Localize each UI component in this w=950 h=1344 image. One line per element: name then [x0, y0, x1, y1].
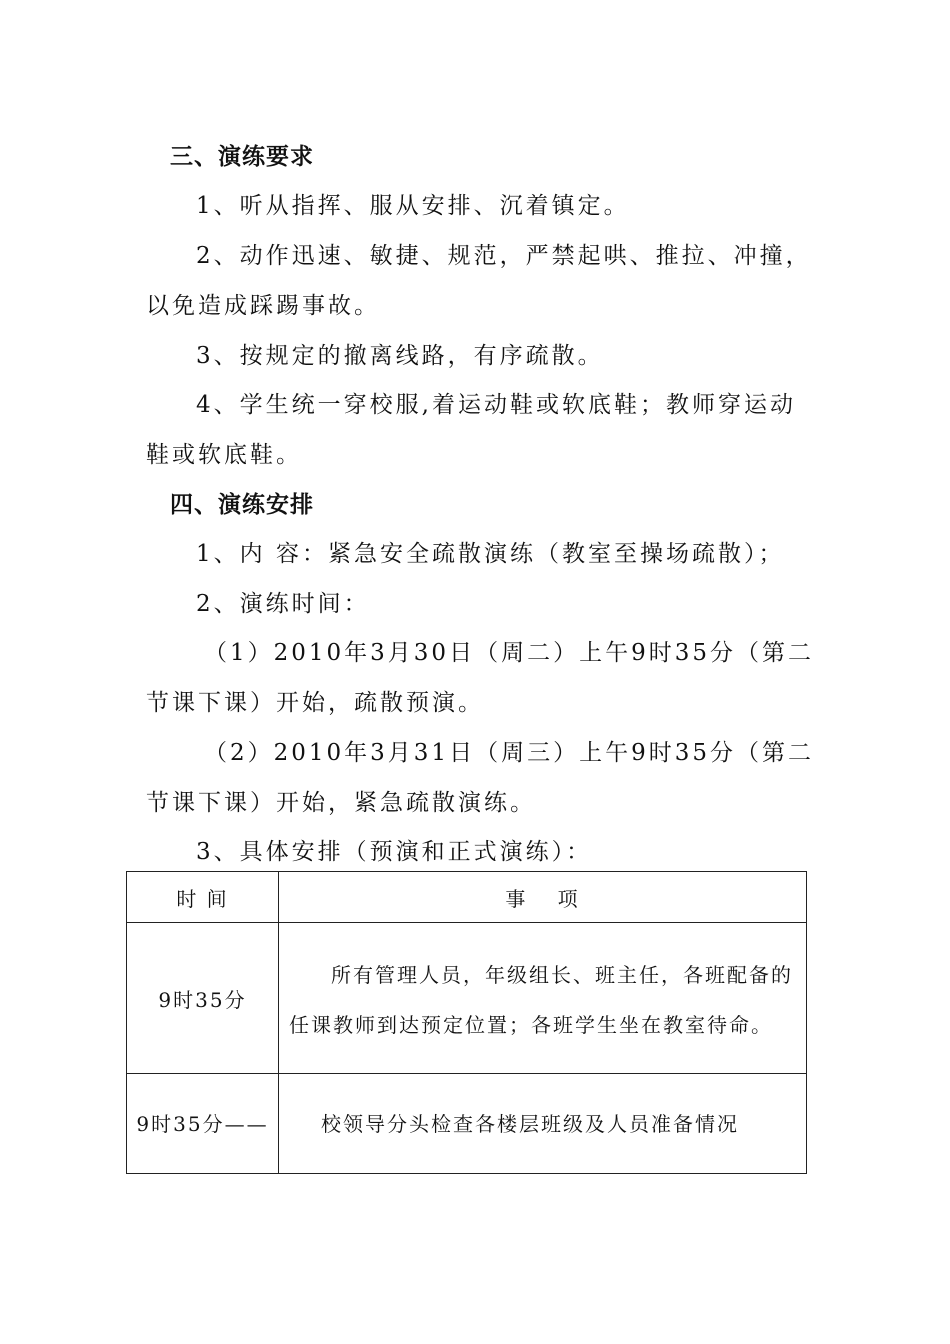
row-time: 9时35分 — [127, 923, 279, 1074]
row-time: 9时35分—— — [127, 1074, 279, 1174]
arrangement-time-1: （1）2010年3月30日（周二）上午9时35分（第二 — [204, 640, 814, 666]
section-4-heading: 四、演练安排 — [170, 492, 314, 518]
arrangement-time-2-cont: 节课下课）开始，紧急疏散演练。 — [146, 790, 536, 816]
requirement-1: 1、听从指挥、服从安排、沉着镇定。 — [196, 193, 630, 219]
schedule-table — [126, 871, 807, 1174]
table-row — [127, 1074, 807, 1174]
section-3-heading: 三、演练要求 — [170, 144, 314, 170]
header-time: 时 间 — [127, 872, 279, 923]
header-item: 事 项 — [279, 872, 807, 923]
requirement-4-cont: 鞋或软底鞋。 — [146, 442, 302, 468]
row-item: 校领导分头检查各楼层班级及人员准备情况 — [279, 1074, 807, 1174]
row-item-cell — [279, 923, 807, 1074]
requirement-2: 2、动作迅速、敏捷、规范，严禁起哄、推拉、冲撞， — [196, 243, 812, 269]
arrangement-time-1-cont: 节课下课）开始，疏散预演。 — [146, 690, 484, 716]
arrangement-time-label: 2、演练时间： — [196, 591, 370, 617]
table-header-row — [127, 872, 807, 923]
table-row — [127, 923, 807, 1074]
arrangement-time-2: （2）2010年3月31日（周三）上午9时35分（第二 — [204, 740, 814, 766]
arrangement-content: 1、内 容：紧急安全疏散演练（教室至操场疏散）； — [196, 541, 785, 567]
requirement-4: 4、学生统一穿校服,着运动鞋或软底鞋；教师穿运动 — [196, 392, 796, 418]
requirement-2-cont: 以免造成踩踢事故。 — [146, 293, 380, 319]
arrangement-detail-label: 3、具体安排（预演和正式演练）： — [196, 839, 593, 865]
row-item: 所有管理人员，年级组长、班主任，各班配备的任课教师到达预定位置；各班学生坐在教室待命。 — [289, 963, 793, 1037]
requirement-3: 3、按规定的撤离线路，有序疏散。 — [196, 343, 604, 369]
